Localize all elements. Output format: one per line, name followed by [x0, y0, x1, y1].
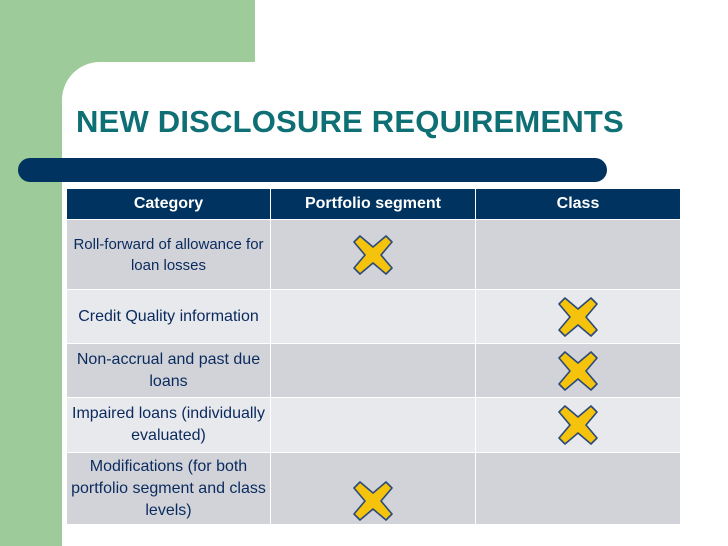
table-row — [67, 344, 681, 398]
portfolio-segment-cell — [271, 220, 476, 290]
category-cell: Non-accrual and past due loans — [67, 344, 271, 398]
title-underline-bar — [18, 158, 607, 182]
header-category: Category — [67, 189, 271, 220]
class-cell — [476, 220, 681, 290]
class-cell — [476, 344, 681, 398]
x-mark-icon — [557, 350, 599, 392]
portfolio-segment-cell — [271, 344, 476, 398]
portfolio-segment-cell — [271, 398, 476, 453]
table-row — [67, 290, 681, 344]
class-cell — [476, 290, 681, 344]
table-row — [67, 453, 681, 525]
class-cell — [476, 453, 681, 525]
class-cell — [476, 398, 681, 453]
x-mark-icon — [557, 296, 599, 338]
x-mark-icon — [352, 234, 394, 276]
slide-title: NEW DISCLOSURE REQUIREMENTS — [76, 104, 624, 139]
table-row — [67, 220, 681, 290]
table-header-row — [67, 189, 681, 220]
header-class: Class — [476, 189, 681, 220]
x-mark-icon — [557, 404, 599, 446]
table-row — [67, 398, 681, 453]
category-cell: Roll-forward of allowance for loan losses — [67, 220, 271, 290]
portfolio-segment-cell — [271, 290, 476, 344]
category-cell: Impaired loans (individually evaluated) — [67, 398, 271, 453]
category-cell: Modifications (for both portfolio segment and class levels) — [67, 453, 271, 525]
disclosure-table — [66, 188, 681, 525]
x-mark-icon — [352, 480, 394, 522]
portfolio-segment-cell — [271, 453, 476, 525]
category-cell: Credit Quality information — [67, 290, 271, 344]
header-portfolio-segment: Portfolio segment — [271, 189, 476, 220]
